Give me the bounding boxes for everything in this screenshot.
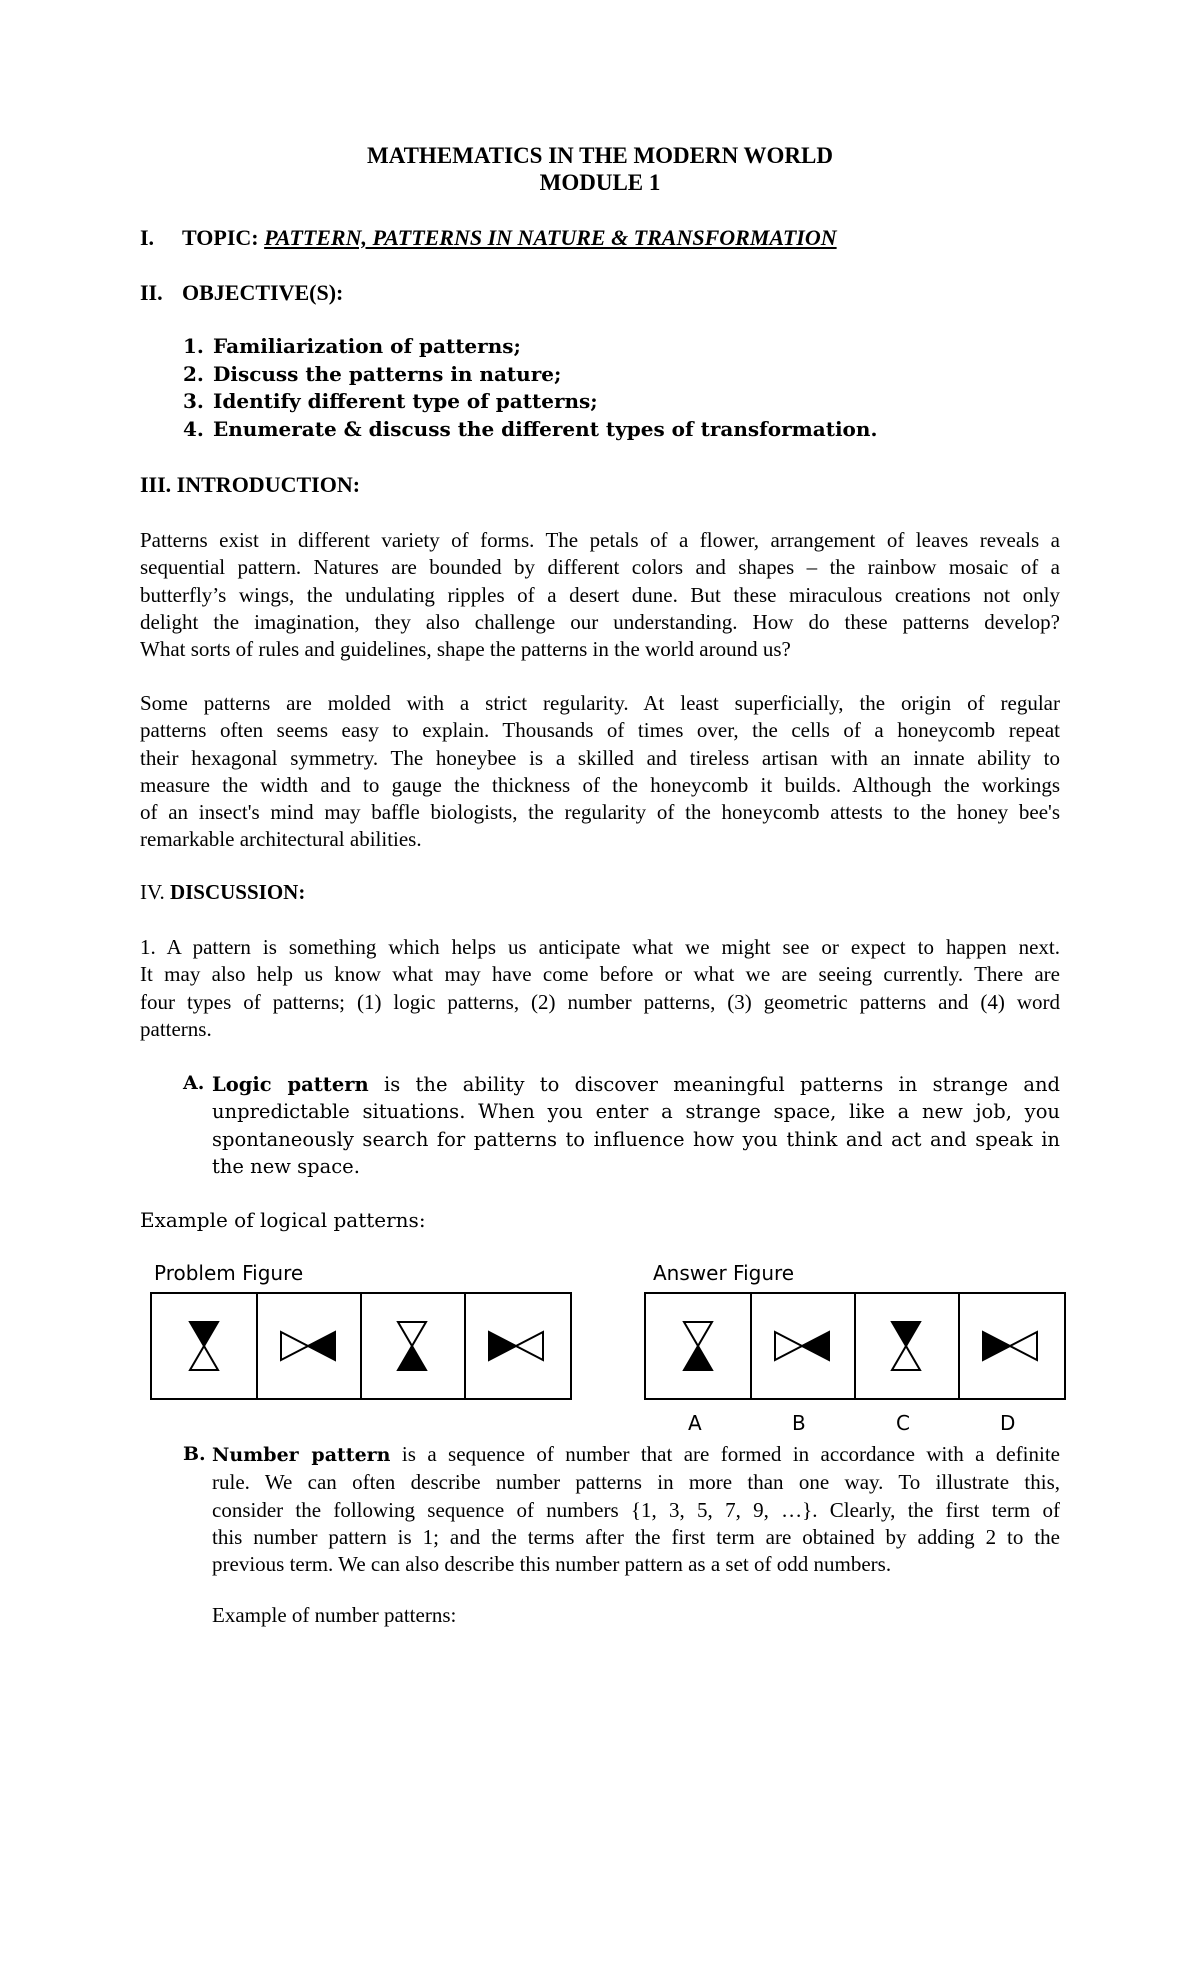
objective-item: 3. Identify different type of patterns; [183, 389, 598, 413]
objective-item: 1. Familiarization of patterns; [183, 334, 521, 358]
bowtie-left-filled-icon [958, 1294, 1062, 1398]
bowtie-left-filled-icon [464, 1294, 568, 1398]
hourglass-bottom-filled-icon [360, 1294, 464, 1398]
objectives-label: OBJECTIVE(S): [182, 280, 344, 305]
intro-paragraph-1: Patterns exist in different variety of forms. The petals of a flower, arrangement of leaves reveals a sequential pattern. Natures are bounded by different colors and shapes – the rainbow mosaic of a butterfly’s wings, the undulating ripples of a desert dune. But these miraculous creations not only delight the imagination, they also challenge our understanding. How do these patterns develop? What sorts of rules and guidelines, shape the patterns in the world around us? [140, 528, 1060, 662]
number-pattern-text: Number pattern is a sequence of number that are formed in accordance with a definite rule. We can often describe number patterns in more than one way. To illustrate this, consider the following sequence of numbers {1, 3, 5, 7, 9, …}. Clearly, the first term of this number pattern is 1; and the terms after the first term are obtained by adding 2 to the previous term. We can also describe this number pattern as a set of odd numbers. [212, 1442, 1060, 1577]
bowtie-right-filled-icon [256, 1294, 360, 1398]
problem-cell [360, 1294, 466, 1398]
answer-letter: D [1000, 1411, 1016, 1435]
item-letter-b: B. [183, 1443, 206, 1465]
answer-cell-a [646, 1294, 752, 1398]
item-letter-a: A. [183, 1072, 205, 1094]
answer-cell-d [958, 1294, 1062, 1398]
objective-item: 2. Discuss the patterns in nature; [183, 362, 562, 386]
bowtie-right-filled-icon [750, 1294, 854, 1398]
answer-cell-c [854, 1294, 960, 1398]
document-title: MATHEMATICS IN THE MODERN WORLD [366, 143, 833, 168]
problem-cell [464, 1294, 568, 1398]
section-topic [140, 225, 837, 251]
hourglass-top-filled-icon [152, 1294, 256, 1398]
number-example-label: Example of number patterns: [212, 1603, 457, 1627]
section-number: II. [140, 280, 163, 305]
section-objectives [140, 280, 343, 306]
section-discussion: IV. DISCUSSION: [140, 880, 306, 904]
hourglass-top-filled-icon [854, 1294, 958, 1398]
answer-letter: C [896, 1411, 910, 1435]
topic-title: PATTERN, PATTERNS IN NATURE & TRANSFORMATION [264, 225, 837, 250]
section-number: I. [140, 225, 155, 250]
objective-item: 4. Enumerate & discuss the different types of transformation. [183, 417, 878, 441]
answer-figure-label: Answer Figure [653, 1261, 795, 1285]
discussion-paragraph: 1. A pattern is something which helps us anticipate what we might see or expect to happen next. It may also help us know what may have come before or what we are seeing currently. There are four types of patterns; (1) logic patterns, (2) number patterns, (3) geometric patterns and (4) word patterns. [140, 935, 1060, 1041]
problem-cell [152, 1294, 258, 1398]
problem-figure [150, 1292, 572, 1400]
logic-example-label: Example of logical patterns: [140, 1208, 426, 1232]
answer-cell-b [750, 1294, 856, 1398]
logic-pattern-text: Logic pattern is the ability to discover meaningful patterns in strange and unpredictable situations. When you enter a strange space, like a new job, you spontaneously search for patterns to influence how you think and act and speak in the new space. [212, 1073, 1060, 1178]
hourglass-bottom-filled-icon [646, 1294, 750, 1398]
intro-paragraph-2: Some patterns are molded with a strict regularity. At least superficially, the origin of regular patterns often seems easy to explain. Thousands of times over, the cells of a honeycomb repeat their hexagonal symmetry. The honeybee is a skilled and tireless artisan with an innate ability to measure the width and to gauge the thickness of the honeycomb it builds. Although the workings of an insect's mind may baffle biologists, the regularity of the honeycomb attests to the honey bee's remarkable architectural abilities. [140, 691, 1060, 852]
problem-cell [256, 1294, 362, 1398]
module-number: MODULE 1 [539, 170, 661, 195]
section-introduction: III. INTRODUCTION: [140, 472, 361, 497]
topic-label: TOPIC: [182, 225, 265, 250]
problem-figure-label: Problem Figure [154, 1261, 304, 1285]
answer-letter: A [688, 1411, 702, 1435]
answer-letter: B [792, 1411, 806, 1435]
answer-figure [644, 1292, 1066, 1400]
